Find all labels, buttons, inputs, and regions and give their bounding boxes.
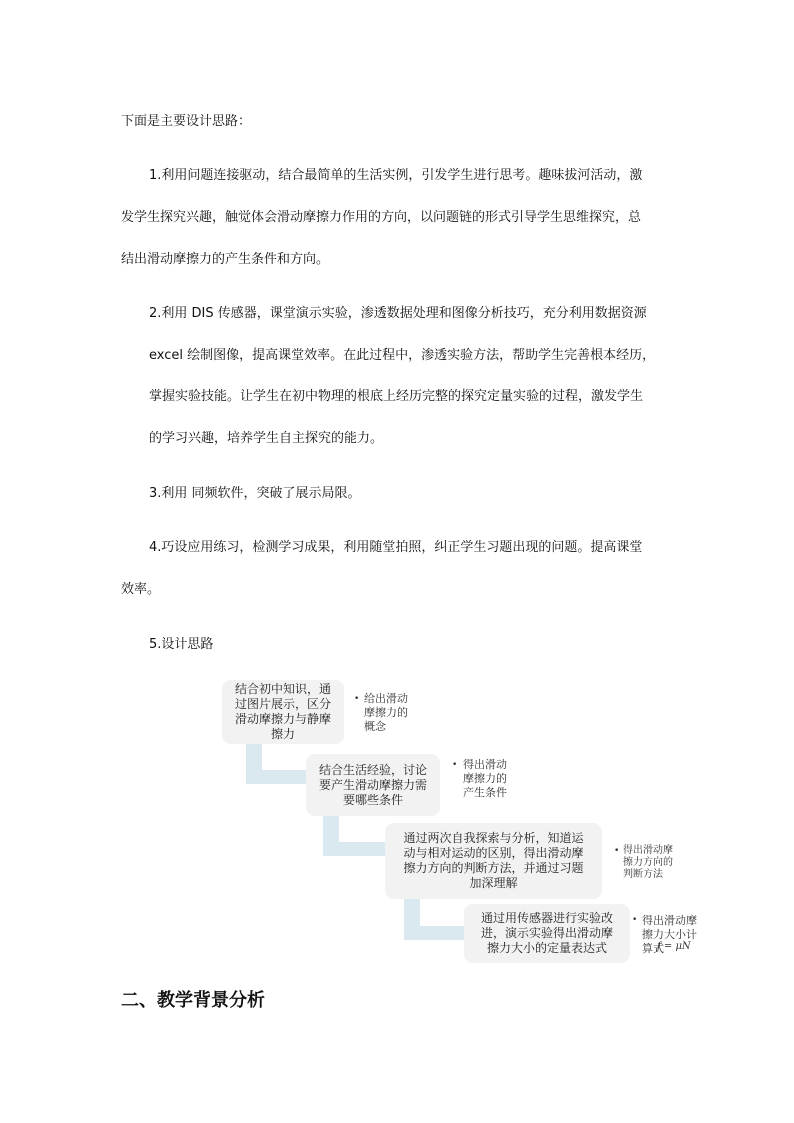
flow-step-3-box: 通过两次自我探索与分析，知道运 动与相对运动的区别，得出滑动摩 擦力方向的判断方法，并通过习题 加深理解 xyxy=(385,823,602,899)
paragraph-2-line-3: 掌握实验技能。让学生在初中物理的根底上经历完整的探究定量实验的过程，激发学生 xyxy=(149,389,644,404)
paragraph-3: 3.利用 同频软件，突破了展示局限。 xyxy=(149,486,361,501)
flow-note-2-bullet: • xyxy=(452,760,458,770)
flow-step-1-box: 结合初中知识，通 过图片展示，区分 滑动摩擦力与静摩 擦力 xyxy=(222,680,344,744)
flow-note-1-bullet: • xyxy=(354,694,360,704)
paragraph-1-line-3: 结出滑动摩擦力的产生条件和方向。 xyxy=(121,252,330,267)
paragraph-4-line-1: 4.巧设应用练习，检测学习成果，利用随堂拍照，纠正学生习题出现的问题。提高课堂 xyxy=(149,540,643,555)
flow-note-4-bullet: • xyxy=(632,915,638,925)
paragraph-2-line-4: 的学习兴趣，培养学生自主探究的能力。 xyxy=(149,431,384,446)
paragraph-2-line-2: excel 绘制图像，提高课堂效率。在此过程中，渗透实验方法，帮助学生完善根本经历， xyxy=(149,348,656,363)
flow-note-2: 得出滑动 摩擦力的 产生条件 xyxy=(463,758,507,799)
intro-text: 下面是主要设计思路： xyxy=(121,114,252,129)
flow-note-1: 给出滑动 摩擦力的 概念 xyxy=(364,692,408,733)
paragraph-4-line-2: 效率。 xyxy=(121,582,161,597)
flow-step-4-box: 通过用传感器进行实验改 进，演示实验得出滑动摩 擦力大小的定量表达式 xyxy=(464,904,630,963)
flow-step-2-box: 结合生活经验，讨论 要产生滑动摩擦力需 要哪些条件 xyxy=(306,754,440,816)
friction-formula: f = μN xyxy=(657,941,691,952)
paragraph-2-line-1: 2.利用 DIS 传感器，课堂演示实验，渗透数据处理和图像分析技巧，充分利用数据资源 xyxy=(149,306,647,321)
section-heading: 二、教学背景分析 xyxy=(121,990,265,1011)
paragraph-1-line-1: 1.利用问题连接驱动，结合最简单的生活实例，引发学生进行思考。趣味拔河活动，激 xyxy=(149,168,643,183)
flow-note-3-bullet: • xyxy=(614,846,620,856)
flow-note-4: 得出滑动摩 擦力大小计 算式 xyxy=(642,914,697,955)
paragraph-1-line-2: 发学生探究兴趣，触觉体会滑动摩擦力作用的方向，以问题链的形式引导学生思维探究，总 xyxy=(121,210,642,225)
paragraph-5: 5.设计思路 xyxy=(149,637,214,652)
flow-note-3: 得出滑动摩 擦力方向的 判断方法 xyxy=(623,845,673,880)
